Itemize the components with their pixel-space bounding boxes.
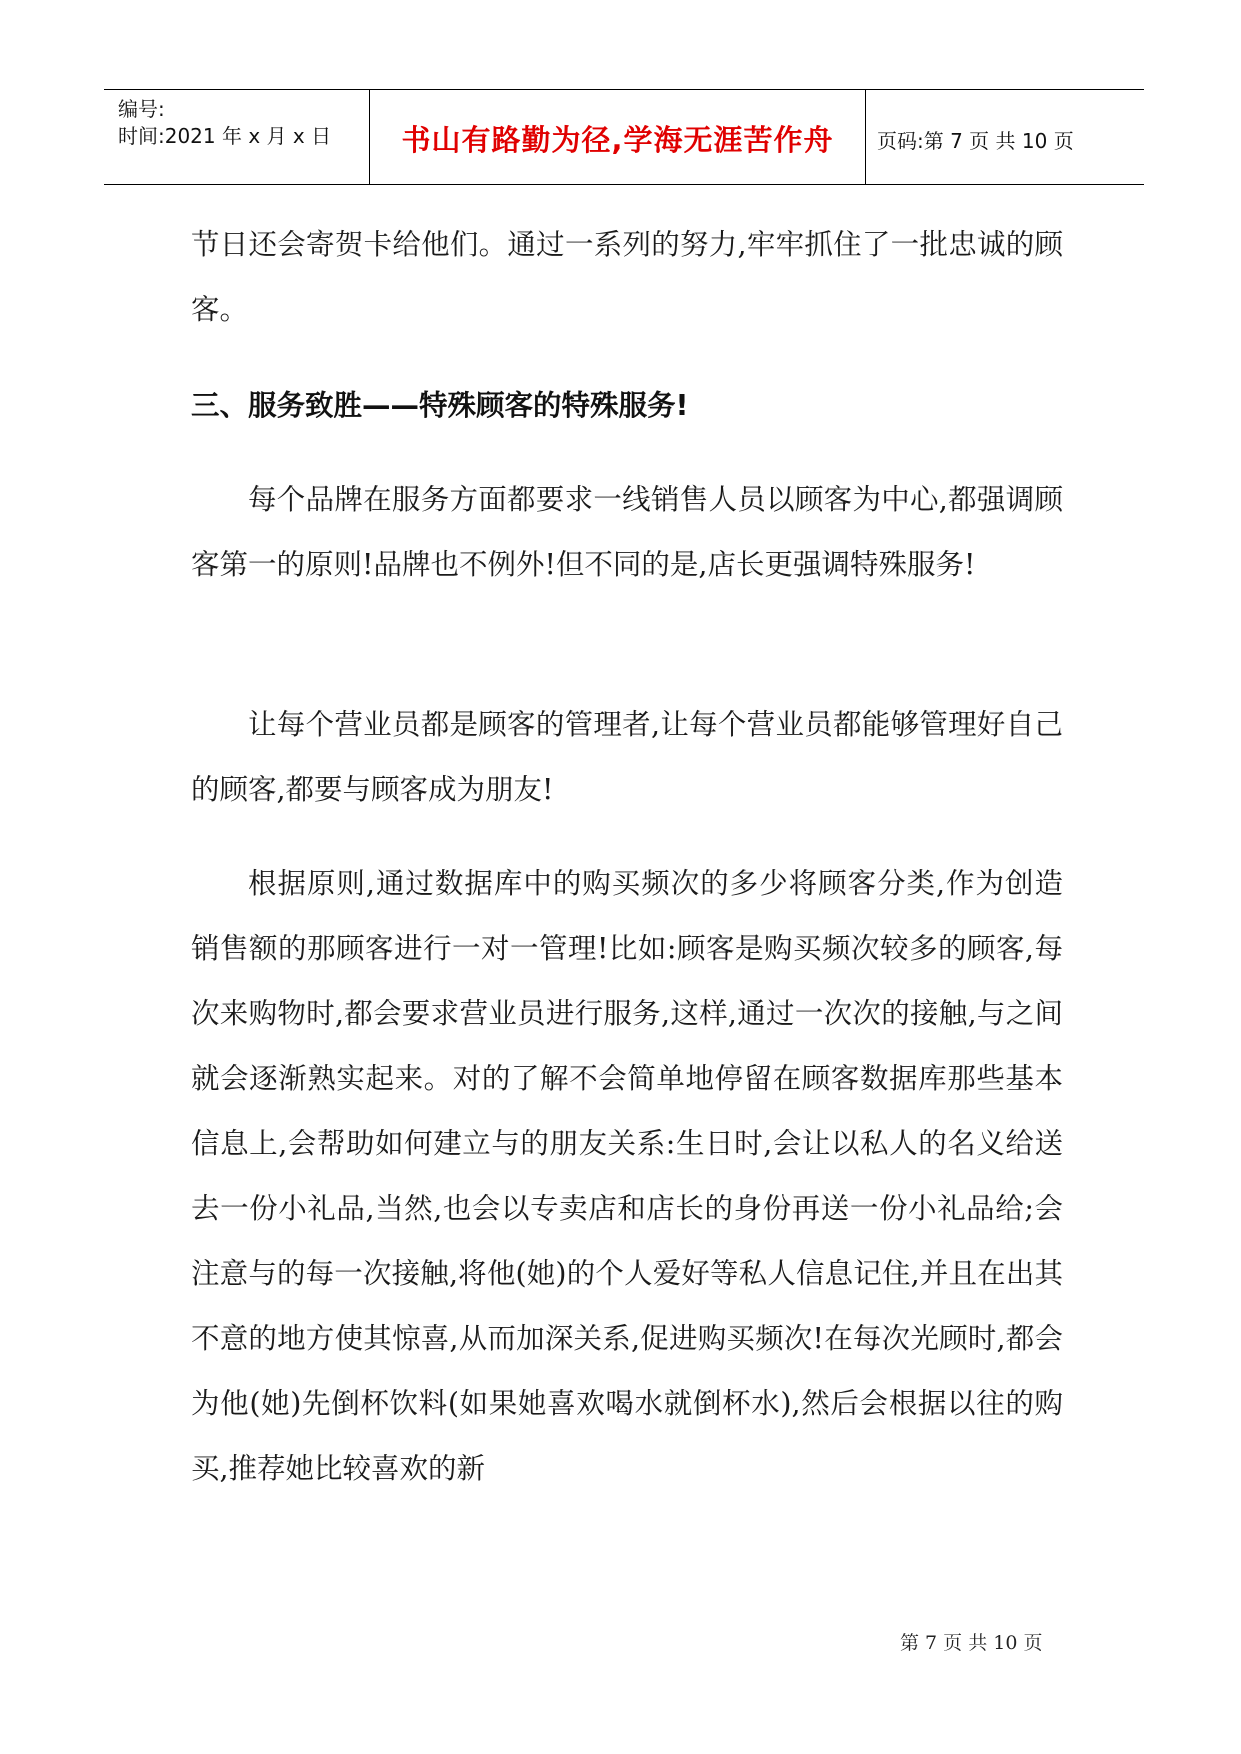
paragraph-2: 让每个营业员都是顾客的管理者,让每个营业员都能够管理好自己的顾客,都要与顾客成为朋友! bbox=[191, 708, 1063, 806]
continuation-paragraph: 节日还会寄贺卡给他们。通过一系列的努力,牢牢抓住了一批忠诚的顾客。 bbox=[191, 228, 1063, 326]
document-header bbox=[104, 89, 1144, 185]
header-page-cell bbox=[866, 90, 1144, 184]
header-motto-cell bbox=[369, 90, 866, 184]
page-number-label: 页码:第 7 页 共 10 页 bbox=[877, 129, 1074, 153]
document-date-label: 时间:2021 年 x 月 x 日 bbox=[118, 124, 332, 148]
motto-text: 书山有路勤为径,学海无涯苦作舟 bbox=[401, 123, 834, 157]
paragraph-1-block bbox=[191, 467, 1063, 597]
section-heading: 三、服务致胜——特殊顾客的特殊服务! bbox=[191, 389, 689, 422]
continuation-paragraph-block bbox=[191, 212, 1063, 342]
paragraph-3: 根据原则,通过数据库中的购买频次的多少将顾客分类,作为创造销售额的那顾客进行一对一管理!比如:顾客是购买频次较多的顾客,每次来购物时,都会要求营业员进行服务,这样,通过一次次的接触,与之间就会逐渐熟实起来。对的了解不会简单地停留在顾客数据库那些基本信息上,会帮助如何建立与的朋友关系:生日时,会让以私人的名义给送去一份小礼品,当然,也会以专卖店和店长的身份再送一份小礼品给;会注意与的每一次接触,将他(她)的个人爱好等私人信息记住,并且在出其不意的地方使其惊喜,从而加深关系,促进购买频次!在每次光顾时,都会为他(她)先倒杯饮料(如果她喜欢喝水就倒杯水),然后会根据以往的购买,推荐她比较喜欢的新 bbox=[191, 867, 1063, 1485]
header-info-cell bbox=[104, 90, 369, 184]
paragraph-3-block bbox=[191, 851, 1063, 1501]
section-heading-block bbox=[191, 373, 1063, 438]
paragraph-1: 每个品牌在服务方面都要求一线销售人员以顾客为中心,都强调顾客第一的原则!品牌也不例外!但不同的是,店长更强调特殊服务! bbox=[191, 483, 1063, 581]
paragraph-2-block bbox=[191, 692, 1063, 822]
page-footer: 第 7 页 共 10 页 bbox=[900, 1632, 1043, 1654]
document-number-label: 编号: bbox=[118, 97, 165, 121]
